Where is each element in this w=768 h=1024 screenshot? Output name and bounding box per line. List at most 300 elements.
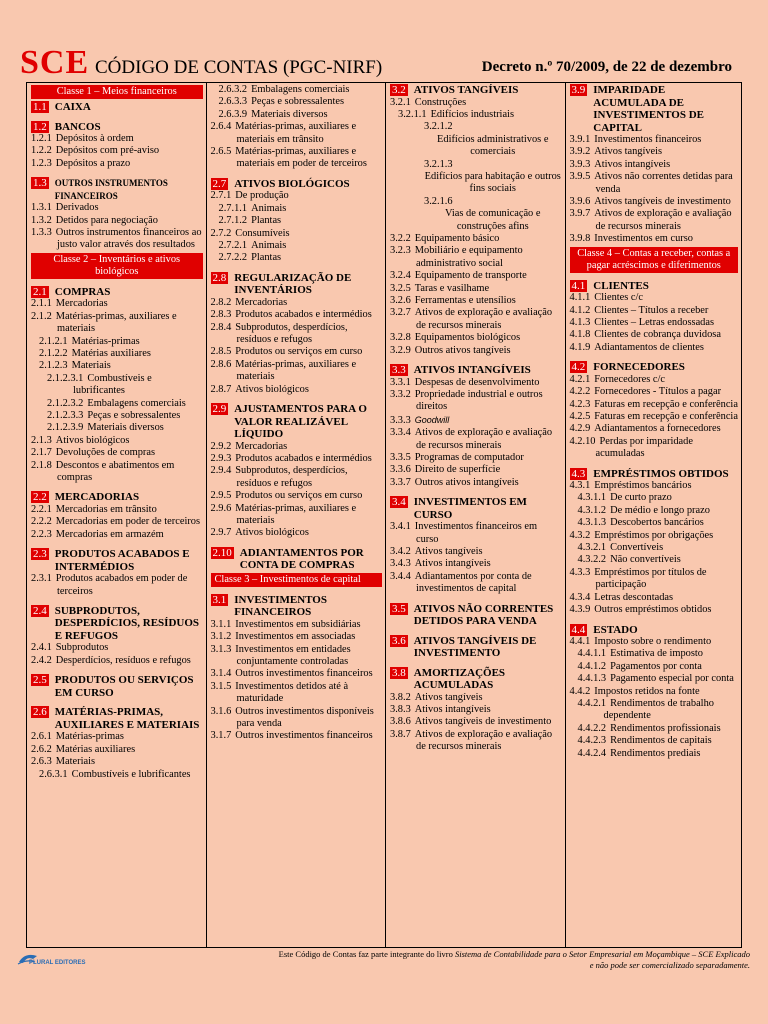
account-group-title: BANCOS bbox=[54, 120, 101, 133]
account-item bbox=[570, 134, 739, 146]
account-label: Matérias-primas, auxiliares e materiais bbox=[55, 310, 177, 335]
account-group-title: COMPRAS bbox=[54, 285, 111, 298]
account-code: 2.8.5 bbox=[210, 346, 232, 358]
account-group-heading bbox=[31, 674, 203, 699]
account-label: Impostos retidos na fonte bbox=[594, 685, 700, 697]
account-label: Mercadorias bbox=[235, 296, 288, 308]
account-item bbox=[31, 769, 203, 781]
account-code: 3.4.1 bbox=[390, 521, 411, 533]
account-item bbox=[390, 283, 562, 295]
account-label: Ativos intangíveis bbox=[414, 704, 491, 716]
account-group-title: INVESTIMENTOS EM CURSO bbox=[413, 496, 527, 521]
account-item bbox=[31, 642, 203, 654]
account-item bbox=[570, 698, 739, 723]
decree-reference: Decreto n.º 70/2009, de 22 de dezembro bbox=[481, 59, 732, 75]
account-label: Clientes – Letras endossadas bbox=[594, 316, 715, 328]
account-item bbox=[31, 573, 203, 598]
account-label: Ativos não correntes detidas para venda bbox=[594, 171, 733, 195]
account-group-heading bbox=[31, 286, 203, 299]
account-code: 2.7.1.1 bbox=[218, 202, 248, 214]
account-code: 4.4.2.1 bbox=[577, 698, 607, 710]
account-label: Depósitos com pré-aviso bbox=[55, 145, 160, 157]
account-code: 3.1.7 bbox=[210, 730, 232, 742]
account-code: 2.1.2.3.3 bbox=[47, 410, 84, 421]
account-label: Despesas de desenvolvimento bbox=[414, 376, 540, 388]
account-code: 3.4.3 bbox=[390, 558, 411, 570]
account-item bbox=[570, 673, 739, 685]
account-label: Devoluções de compras bbox=[55, 447, 156, 459]
account-item bbox=[211, 146, 383, 171]
account-item bbox=[570, 233, 739, 245]
account-code: 1.3.3 bbox=[31, 227, 52, 239]
account-code: 2.8.4 bbox=[210, 321, 232, 333]
account-label: Pagamentos por conta bbox=[610, 660, 702, 672]
account-code-badge: 3.3 bbox=[392, 364, 406, 377]
account-code: 3.9.8 bbox=[569, 233, 591, 245]
account-code: 3.2.2 bbox=[390, 232, 411, 244]
account-item bbox=[390, 521, 562, 546]
account-code-badge: 2.4 bbox=[33, 604, 47, 617]
account-item bbox=[570, 374, 739, 386]
account-item bbox=[570, 735, 739, 747]
account-item bbox=[211, 190, 383, 202]
account-item bbox=[31, 422, 203, 434]
account-item bbox=[570, 554, 739, 566]
account-code: 3.3.4 bbox=[390, 427, 411, 439]
account-code: 2.6.3.1 bbox=[39, 768, 68, 780]
account-group-title: PRODUTOS OU SERVIÇOS EM CURSO bbox=[54, 674, 194, 699]
account-group-heading bbox=[390, 364, 562, 377]
account-code: 2.9.3 bbox=[210, 452, 232, 464]
account-code: 2.7.2.2 bbox=[218, 252, 248, 264]
account-item bbox=[390, 377, 562, 389]
account-label: Ativos tangíveis de investimento bbox=[414, 716, 552, 728]
class-banner: Classe 2 – Inventários e ativos biológicos bbox=[31, 253, 203, 279]
account-code: 3.4.2 bbox=[390, 546, 411, 557]
account-label: Ativos tangíveis bbox=[594, 146, 663, 158]
account-item bbox=[570, 542, 739, 554]
account-group-title: ADIANTAMENTOS POR CONTA DE COMPRAS bbox=[239, 546, 364, 572]
account-code-badge: 3.8 bbox=[392, 666, 406, 679]
account-code: 3.3.3 bbox=[390, 414, 411, 426]
account-code: 3.1.5 bbox=[210, 680, 232, 692]
account-label: De médio e longo prazo bbox=[610, 504, 710, 516]
account-label: Vias de comunicação e construções afins bbox=[445, 208, 541, 232]
account-label: Depósitos à ordem bbox=[55, 133, 134, 144]
account-item bbox=[211, 96, 383, 108]
account-item bbox=[211, 730, 383, 742]
account-code: 2.1.2 bbox=[31, 310, 52, 322]
account-label: Investimentos financeiros em curso bbox=[414, 521, 538, 545]
account-code: 2.1.1 bbox=[31, 298, 52, 310]
document-title: CÓDIGO DE CONTAS (PGC-NIRF) bbox=[95, 57, 383, 78]
account-label: Ativos biológicos bbox=[235, 527, 309, 539]
account-label: Matérias auxiliares bbox=[71, 347, 151, 359]
account-label: Produtos ou serviços em curso bbox=[235, 490, 363, 502]
account-label: Matérias auxiliares bbox=[55, 743, 136, 755]
account-item bbox=[31, 145, 203, 157]
account-code: 3.2.4 bbox=[390, 270, 411, 282]
account-label: Ativos de exploração e avaliação de recursos minerais bbox=[414, 307, 553, 331]
account-code-badge: 2.1 bbox=[33, 285, 47, 298]
publisher-logo-text: PLURAL EDITORES bbox=[29, 960, 86, 966]
account-code: 3.2.1.2 bbox=[424, 121, 453, 133]
account-item bbox=[31, 744, 203, 756]
account-label: Estimativa de imposto bbox=[610, 648, 704, 660]
account-code: 3.9.1 bbox=[569, 134, 591, 145]
account-label: Consumíveis bbox=[235, 227, 290, 239]
account-code: 3.2.6 bbox=[390, 295, 411, 306]
account-group-heading bbox=[31, 491, 203, 504]
account-code: 3.2.1 bbox=[390, 96, 411, 108]
account-group-heading bbox=[31, 548, 203, 573]
account-code: 4.3.1 bbox=[569, 480, 591, 492]
account-label: Matérias-primas, auxiliares e materiais em poder de terceiros bbox=[235, 146, 367, 170]
account-label: Empréstimos por obrigações bbox=[594, 529, 714, 541]
account-code: 2.8.2 bbox=[210, 296, 232, 308]
account-item bbox=[390, 109, 562, 121]
account-label: Investimentos detidos até à maturidade bbox=[235, 680, 349, 705]
account-item bbox=[570, 399, 739, 411]
account-label: Ativos de exploração e avaliação de recursos minerais bbox=[414, 728, 553, 753]
account-label: Outros instrumentos financeiros ao justo valor através dos resultados bbox=[55, 227, 202, 251]
account-code: 2.4.1 bbox=[31, 642, 52, 654]
account-label: Adiantamentos a fornecedores bbox=[594, 423, 721, 435]
account-label: Produtos acabados e intermédios bbox=[235, 309, 372, 321]
account-label: Equipamento de transporte bbox=[414, 270, 527, 282]
account-label: Faturas em recepção e conferência bbox=[594, 398, 738, 410]
account-group-title: ATIVOS TANGÍVEIS DE INVESTIMENTO bbox=[413, 634, 537, 660]
account-code: 1.3.2 bbox=[31, 214, 52, 226]
account-code: 2.6.3 bbox=[31, 756, 52, 768]
account-group-title: AJUSTAMENTOS PARA O VALOR REALIZÁVEL LÍQUIDO bbox=[234, 403, 367, 441]
account-label: Construções bbox=[414, 96, 467, 108]
account-code-badge: 3.9 bbox=[571, 84, 586, 96]
account-label: Depósitos a prazo bbox=[55, 157, 131, 169]
account-code-badge: 1.3 bbox=[33, 177, 47, 190]
account-label: Ativos intangíveis bbox=[414, 558, 491, 570]
account-code: 4.2.9 bbox=[569, 423, 591, 435]
account-item bbox=[211, 631, 383, 643]
account-item bbox=[31, 655, 203, 667]
account-group-title: OUTROS INSTRUMENTOS FINANCEIROS bbox=[54, 178, 168, 201]
account-label: Fornecedores c/c bbox=[594, 373, 665, 385]
footer-note-prefix: Este Código de Contas faz parte integrante do livro bbox=[278, 949, 455, 959]
account-item bbox=[211, 527, 383, 539]
account-label: Edifícios industriais bbox=[430, 108, 514, 120]
column-1 bbox=[27, 83, 207, 947]
account-group-title: ATIVOS TANGÍVEIS bbox=[413, 84, 519, 96]
account-code: 3.2.5 bbox=[390, 282, 411, 294]
account-item bbox=[211, 297, 383, 309]
account-code: 3.9.3 bbox=[569, 158, 591, 170]
account-label: Combustíveis e lubrificantes bbox=[73, 372, 152, 397]
account-item bbox=[570, 636, 739, 648]
account-label: Equipamentos biológicos bbox=[414, 332, 521, 344]
account-code-badge: 4.1 bbox=[571, 279, 586, 292]
account-item bbox=[211, 490, 383, 502]
account-item bbox=[570, 748, 739, 760]
account-code: 4.4.2.3 bbox=[577, 735, 607, 747]
account-item bbox=[211, 121, 383, 146]
account-item bbox=[211, 322, 383, 347]
account-code: 3.2.1.1 bbox=[398, 108, 427, 120]
account-code: 2.1.2.3 bbox=[39, 360, 68, 372]
account-code: 2.2.1 bbox=[31, 503, 52, 515]
account-group-heading bbox=[211, 547, 383, 572]
account-label: Clientes de cobrança duvidosa bbox=[594, 329, 721, 341]
column-2 bbox=[207, 83, 387, 947]
account-label: Produtos ou serviços em curso bbox=[235, 346, 363, 358]
account-item bbox=[211, 309, 383, 321]
account-item bbox=[31, 133, 203, 145]
account-code: 4.3.9 bbox=[569, 604, 591, 616]
account-code: 3.9.6 bbox=[569, 196, 591, 208]
account-group-title: CLIENTES bbox=[593, 279, 649, 292]
account-label: Embalagens comerciais bbox=[251, 84, 350, 95]
footer-note bbox=[150, 949, 750, 971]
account-group-heading bbox=[31, 706, 203, 731]
account-label: Subprodutos bbox=[55, 642, 109, 654]
account-code: 4.2.3 bbox=[569, 398, 591, 410]
account-label: Mobiliário e equipamento administrativo social bbox=[414, 245, 523, 269]
account-code: 2.2.3 bbox=[31, 528, 52, 540]
account-item bbox=[570, 517, 739, 529]
account-item bbox=[570, 159, 739, 171]
account-label: Ativos tangíveis bbox=[414, 546, 483, 557]
account-item bbox=[390, 97, 562, 109]
account-item bbox=[390, 427, 562, 452]
account-item bbox=[211, 228, 383, 240]
account-group-title: REGULARIZAÇÃO DE INVENTÁRIOS bbox=[234, 271, 352, 297]
account-label: Ativos de exploração e avaliação de recursos minerais bbox=[594, 208, 732, 232]
account-code: 2.7.1.2 bbox=[218, 215, 248, 227]
account-label: Não convertíveis bbox=[610, 554, 681, 566]
account-label: Rendimentos profissionais bbox=[610, 722, 721, 734]
account-code: 4.3.1.2 bbox=[577, 504, 607, 516]
account-code: 3.2.7 bbox=[390, 307, 411, 319]
footer-note-suffix: e não pode ser comercializado separadamente. bbox=[589, 960, 750, 970]
account-code: 3.1.4 bbox=[210, 668, 232, 680]
account-code: 3.1.6 bbox=[210, 705, 232, 717]
account-group-heading bbox=[31, 177, 203, 202]
account-item bbox=[570, 292, 739, 304]
account-label: Derivados bbox=[55, 202, 99, 214]
account-item bbox=[211, 359, 383, 384]
account-label: Equipamento básico bbox=[414, 232, 500, 244]
account-label: Outros investimentos financeiros bbox=[235, 730, 373, 742]
account-code: 2.1.2.2 bbox=[39, 347, 68, 359]
account-group-title: AMORTIZAÇÕES ACUMULADAS bbox=[413, 666, 506, 692]
account-item bbox=[211, 346, 383, 358]
account-code: 4.4.1 bbox=[569, 636, 591, 647]
account-code: 3.4.4 bbox=[390, 570, 411, 582]
account-item bbox=[570, 411, 739, 423]
account-code: 4.1.1 bbox=[569, 292, 591, 304]
account-code: 2.2.2 bbox=[31, 516, 52, 528]
account-code: 4.4.1.3 bbox=[577, 673, 607, 685]
account-item bbox=[211, 503, 383, 528]
account-code: 2.1.2.1 bbox=[39, 335, 68, 347]
account-code: 2.6.4 bbox=[210, 121, 232, 133]
account-label: Convertíveis bbox=[610, 542, 664, 554]
account-label: Mercadorias bbox=[235, 440, 288, 452]
account-label: Empréstimos bancários bbox=[594, 480, 692, 492]
account-label: Outros ativos tangíveis bbox=[414, 344, 511, 356]
account-label: Embalagens comerciais bbox=[87, 397, 186, 409]
account-label: Peças e sobressalentes bbox=[251, 96, 344, 108]
account-label: Subprodutos, desperdícios, resíduos e refugos bbox=[235, 321, 348, 345]
account-group-title: CAIXA bbox=[54, 101, 91, 113]
account-item bbox=[570, 604, 739, 616]
account-code: 3.8.2 bbox=[390, 691, 411, 703]
account-item bbox=[570, 480, 739, 492]
account-label: Adiantamentos de clientes bbox=[594, 341, 704, 353]
account-code: 3.9.2 bbox=[569, 146, 591, 158]
account-code: 4.2.10 bbox=[569, 435, 596, 447]
account-label: De curto prazo bbox=[610, 492, 672, 504]
account-item bbox=[31, 373, 203, 398]
account-code-badge: 2.2 bbox=[33, 491, 47, 504]
account-code: 4.3.1.1 bbox=[577, 492, 607, 504]
account-item bbox=[31, 227, 203, 252]
account-code: 4.1.2 bbox=[569, 304, 591, 316]
account-item bbox=[390, 414, 562, 427]
account-item bbox=[390, 345, 562, 357]
account-group-heading bbox=[390, 603, 562, 628]
account-label: Animais bbox=[251, 239, 287, 251]
account-item bbox=[390, 389, 562, 414]
account-code: 3.1.2 bbox=[210, 631, 232, 643]
account-group-heading bbox=[390, 635, 562, 660]
account-group-title: IMPARIDADE ACUMULADA DE INVESTIMENTOS DE CAPITAL bbox=[593, 84, 704, 134]
account-label: Faturas em recepção e conferência bbox=[594, 410, 738, 422]
publisher-logo-icon bbox=[15, 950, 86, 970]
account-item bbox=[390, 464, 562, 476]
account-item bbox=[31, 756, 203, 768]
account-item bbox=[211, 109, 383, 121]
account-group-heading bbox=[570, 280, 739, 293]
account-item bbox=[570, 329, 739, 341]
account-code: 2.7.1 bbox=[210, 190, 232, 202]
account-label: Mercadorias bbox=[55, 298, 108, 310]
account-item bbox=[570, 146, 739, 158]
account-code: 3.3.6 bbox=[390, 464, 411, 476]
account-group-heading bbox=[390, 84, 562, 97]
account-code: 4.2.1 bbox=[569, 373, 591, 385]
account-item bbox=[31, 504, 203, 516]
document-header bbox=[20, 44, 740, 84]
account-code: 4.1.3 bbox=[569, 316, 591, 328]
account-item bbox=[390, 196, 562, 233]
account-code: 2.9.7 bbox=[210, 527, 232, 539]
account-code: 4.4.2 bbox=[569, 685, 591, 697]
account-label: Investimentos em entidades conjuntamente controladas bbox=[235, 643, 351, 667]
account-label: Subprodutos, desperdícios, resíduos e refugos bbox=[235, 465, 348, 489]
account-item bbox=[390, 716, 562, 728]
account-item bbox=[31, 158, 203, 170]
account-code-badge: 2.7 bbox=[212, 177, 227, 190]
account-item bbox=[390, 558, 562, 570]
account-code: 4.2.2 bbox=[569, 386, 591, 398]
account-group-title: ATIVOS NÃO CORRENTES DETIDOS PARA VENDA bbox=[413, 602, 554, 628]
account-code-badge: 3.1 bbox=[212, 593, 227, 606]
account-item bbox=[390, 159, 562, 196]
account-item bbox=[31, 460, 203, 485]
account-item bbox=[211, 465, 383, 490]
account-label: Materiais bbox=[55, 756, 96, 768]
account-code-badge: 2.8 bbox=[212, 271, 227, 284]
account-code: 2.1.2.3.1 bbox=[47, 372, 84, 384]
account-item bbox=[31, 410, 203, 422]
account-item bbox=[211, 252, 383, 264]
account-item bbox=[390, 270, 562, 282]
account-item bbox=[31, 348, 203, 360]
account-code: 4.4.2.2 bbox=[577, 722, 607, 734]
account-item bbox=[211, 215, 383, 227]
account-code: 2.6.3.2 bbox=[218, 84, 248, 95]
account-label: Edifícios administrativos e comerciais bbox=[437, 133, 549, 158]
account-code: 2.1.3 bbox=[31, 434, 52, 446]
account-code: 3.2.1.3 bbox=[424, 158, 453, 170]
account-item bbox=[31, 529, 203, 541]
account-group-title: INVESTIMENTOS FINANCEIROS bbox=[234, 593, 327, 619]
account-code: 3.1.1 bbox=[210, 618, 232, 630]
account-code: 2.8.3 bbox=[210, 309, 232, 321]
account-label: Matérias-primas bbox=[71, 335, 140, 347]
account-label: Fornecedores - Títulos a pagar bbox=[594, 386, 722, 398]
account-code: 2.4.2 bbox=[31, 654, 52, 666]
account-item bbox=[570, 505, 739, 517]
account-item bbox=[390, 295, 562, 307]
account-code: 1.3.1 bbox=[31, 202, 52, 214]
account-item bbox=[570, 661, 739, 673]
account-group-title: ESTADO bbox=[593, 623, 638, 636]
account-item bbox=[31, 311, 203, 336]
account-code: 2.6.3.9 bbox=[218, 108, 248, 120]
account-label: Perdas por imparidade acumuladas bbox=[595, 435, 693, 460]
account-item bbox=[390, 729, 562, 754]
account-group-title: EMPRÉSTIMOS OBTIDOS bbox=[593, 467, 729, 480]
account-label: Investimentos financeiros bbox=[594, 134, 702, 145]
account-item bbox=[390, 477, 562, 489]
account-label: Ativos intangíveis bbox=[594, 158, 671, 170]
class-banner: Classe 4 – Contas a receber, contas a pagar acréscimos e diferimentos bbox=[570, 247, 739, 273]
account-label: Outros ativos intangíveis bbox=[414, 476, 519, 488]
account-item bbox=[570, 208, 739, 233]
account-item bbox=[570, 530, 739, 542]
account-item bbox=[390, 704, 562, 716]
class-banner: Classe 3 – Investimentos de capital bbox=[211, 573, 383, 587]
account-group-heading bbox=[390, 667, 562, 692]
account-item bbox=[211, 453, 383, 465]
account-code: 4.3.2 bbox=[569, 529, 591, 541]
account-group-heading bbox=[211, 272, 383, 297]
account-item bbox=[211, 84, 383, 96]
account-code: 2.8.7 bbox=[210, 383, 232, 395]
account-code-badge: 3.5 bbox=[392, 602, 406, 615]
account-code: 1.2.1 bbox=[31, 133, 52, 144]
account-item bbox=[570, 196, 739, 208]
account-label: Plantas bbox=[251, 215, 282, 227]
account-code: 3.8.6 bbox=[390, 716, 411, 728]
account-item bbox=[31, 398, 203, 410]
account-code: 2.8.6 bbox=[210, 358, 232, 370]
account-label: Empréstimos por títulos de participação bbox=[594, 566, 707, 591]
account-item bbox=[570, 492, 739, 504]
account-label: Letras descontadas bbox=[594, 591, 674, 603]
account-item bbox=[390, 571, 562, 596]
